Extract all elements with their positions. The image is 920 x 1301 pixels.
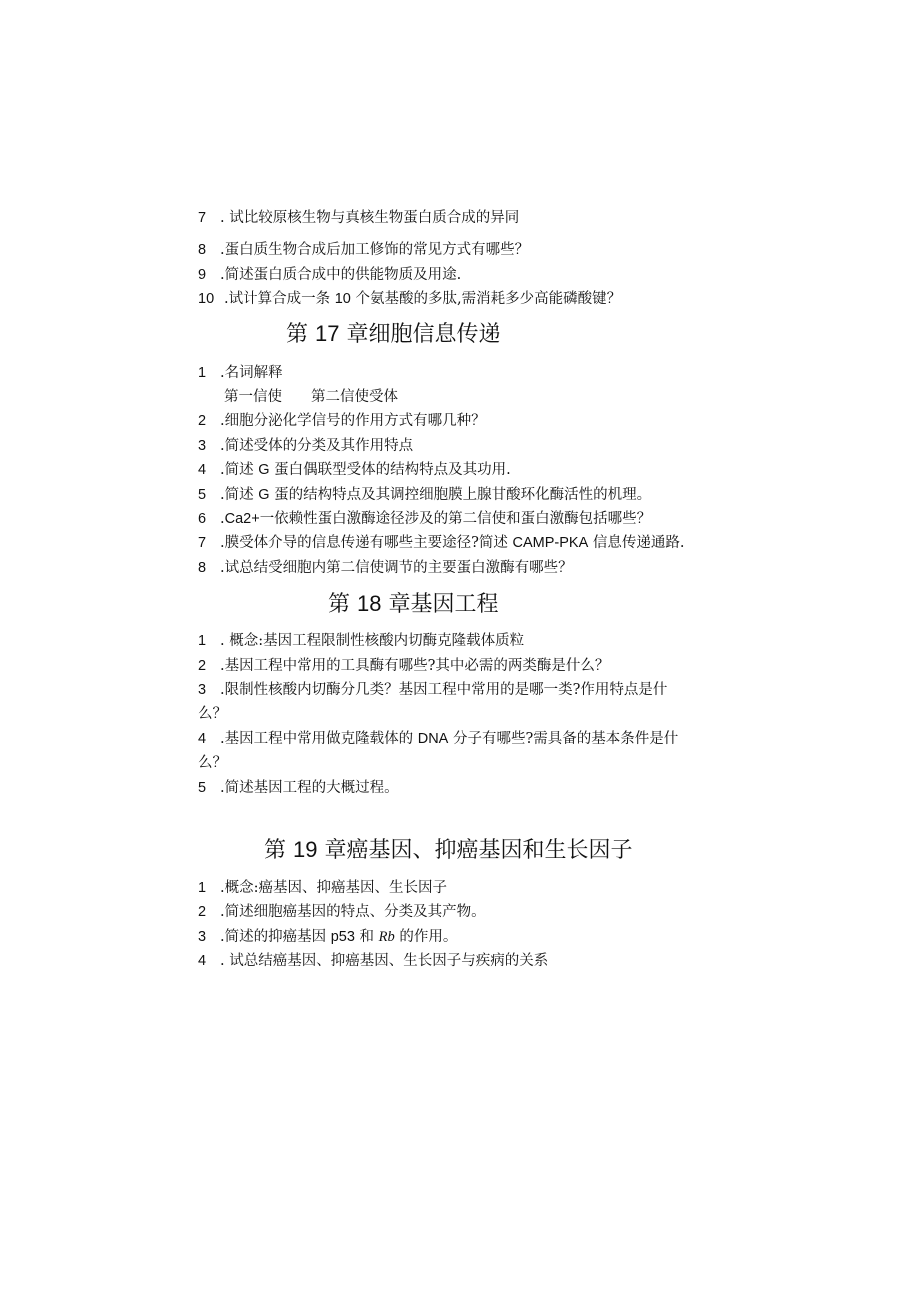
- ch19-question-3: [198, 927, 457, 947]
- heading-number: 17: [315, 321, 340, 346]
- question-number: 3: [198, 438, 207, 454]
- ch17-question-1-terms: 第一信使 第二信使受体: [224, 389, 398, 405]
- ch18-question-4: [198, 729, 678, 749]
- question-number: 5: [198, 487, 207, 503]
- question-text-a: .简述的抑癌基因: [220, 929, 331, 945]
- heading-number: 18: [357, 591, 382, 616]
- question-latin: G: [258, 487, 270, 503]
- question-text-mid: 和: [354, 929, 379, 945]
- question-text: .细胞分泌化学信号的作用方式有哪几种？: [220, 413, 486, 429]
- chapter-19-heading: [264, 836, 632, 865]
- ch16-question-8: [198, 240, 529, 260]
- question-number: 5: [198, 780, 207, 796]
- question-text-b: 一依赖性蛋白激酶途径涉及的第二信使和蛋白激酶包括哪些？: [259, 511, 652, 527]
- question-text: .简述蛋白质合成中的供能物质及用途.: [220, 267, 462, 283]
- ch17-question-7: [198, 533, 684, 553]
- question-number: 1: [198, 633, 207, 649]
- ch18-question-3: [198, 680, 667, 700]
- question-text-a: .膜受体介导的信息传递有哪些主要途径?简述: [220, 535, 513, 551]
- chapter-17-heading: [286, 320, 500, 349]
- question-text: .简述细胞癌基因的特点、分类及其产物。: [220, 904, 486, 920]
- question-text: . 试比较原核生物与真核生物蛋白质合成的异同: [220, 210, 520, 226]
- question-number: 1: [198, 365, 207, 381]
- ch17-question-5: [198, 485, 651, 505]
- ch18-question-1: [198, 631, 524, 651]
- heading-prefix: 第: [264, 838, 293, 863]
- ch16-question-10: [198, 289, 621, 309]
- heading-title: 章细胞信息传递: [339, 322, 501, 347]
- question-latin: DNA: [417, 731, 449, 747]
- question-number: 10: [198, 291, 215, 307]
- question-text-b: 个氨基酸的多肽,需消耗多少高能磷酸键？: [350, 291, 622, 307]
- question-number: 7: [198, 210, 207, 226]
- question-number: 8: [198, 242, 207, 258]
- question-text: .名词解释: [220, 365, 283, 381]
- question-text: . 概念:基因工程限制性核酸内切酶克隆载体质粒: [220, 633, 525, 649]
- question-number: 9: [198, 267, 207, 283]
- question-latin: G: [258, 462, 270, 478]
- heading-number: 19: [293, 837, 318, 862]
- question-text: .限制性核酸内切酶分几类？基因工程中常用的是哪一类?作用特点是什: [220, 682, 668, 698]
- ch18-question-2: [198, 656, 609, 676]
- question-number: 2: [198, 658, 207, 674]
- question-text: .试总结受细胞内第二信使调节的主要蛋白激酶有哪些？: [220, 560, 573, 576]
- question-text-a: .试计算合成一条: [224, 291, 335, 307]
- ch18-question-4-continued: 么？: [198, 755, 227, 771]
- ch18-question-5: [198, 778, 399, 798]
- question-text-a: .简述: [220, 487, 259, 503]
- question-text: .蛋白质生物合成后加工修饰的常见方式有哪些？: [220, 242, 530, 258]
- question-text-a: .简述: [220, 462, 259, 478]
- question-text: .基因工程中常用的工具酶有哪些?其中必需的两类酶是什么？: [220, 658, 610, 674]
- ch17-question-3: [198, 436, 413, 456]
- ch17-question-8: [198, 558, 573, 578]
- question-text: .简述基因工程的大概过程。: [220, 780, 399, 796]
- question-number: 6: [198, 511, 207, 527]
- ch17-question-6: [198, 509, 651, 529]
- question-number: 7: [198, 535, 207, 551]
- question-text: .简述受体的分类及其作用特点: [220, 438, 414, 454]
- ch19-question-2: [198, 902, 486, 922]
- question-text-b: 信息传递通路.: [588, 535, 685, 551]
- question-number: 1: [198, 880, 207, 896]
- ch16-question-7: [198, 208, 519, 228]
- question-number: 8: [198, 560, 207, 576]
- ch17-question-2: [198, 411, 486, 431]
- question-text: .概念:癌基因、抑癌基因、生长因子: [220, 880, 447, 896]
- question-italic: Rb: [378, 929, 395, 945]
- ch18-question-3-continued: 么？: [198, 706, 227, 722]
- question-text-a: .基因工程中常用做克隆载体的: [220, 731, 418, 747]
- question-number: 2: [198, 413, 207, 429]
- question-text-num: 10: [334, 291, 351, 307]
- question-latin: CAMP-PKA: [512, 535, 589, 551]
- question-text-b: 蛋白偶联型受体的结构特点及其功用.: [269, 462, 511, 478]
- heading-title: 章基因工程: [381, 592, 499, 617]
- question-text: . 试总结癌基因、抑癌基因、生长因子与疾病的关系: [220, 953, 549, 969]
- ch17-question-4: [198, 460, 511, 480]
- heading-prefix: 第: [286, 322, 315, 347]
- question-text-b: 蛋的结构特点及其调控细胞膜上腺甘酸环化酶活性的机理。: [269, 487, 652, 503]
- ch16-question-9: [198, 265, 461, 285]
- question-number: 3: [198, 929, 207, 945]
- question-latin: p53: [330, 929, 355, 945]
- heading-prefix: 第: [328, 592, 357, 617]
- question-text-a: .: [220, 511, 225, 527]
- question-number: 3: [198, 682, 207, 698]
- question-latin: Ca2+: [224, 511, 260, 527]
- ch19-question-1: [198, 878, 447, 898]
- chapter-18-heading: [328, 590, 498, 619]
- question-text-b: 的作用。: [394, 929, 458, 945]
- heading-title: 章癌基因、抑癌基因和生长因子: [317, 838, 633, 863]
- ch17-question-1: [198, 363, 283, 383]
- ch19-question-4: [198, 951, 548, 971]
- question-number: 4: [198, 462, 207, 478]
- question-number: 2: [198, 904, 207, 920]
- question-number: 4: [198, 731, 207, 747]
- question-text-b: 分子有哪些?需具备的基本条件是什: [448, 731, 679, 747]
- question-number: 4: [198, 953, 207, 969]
